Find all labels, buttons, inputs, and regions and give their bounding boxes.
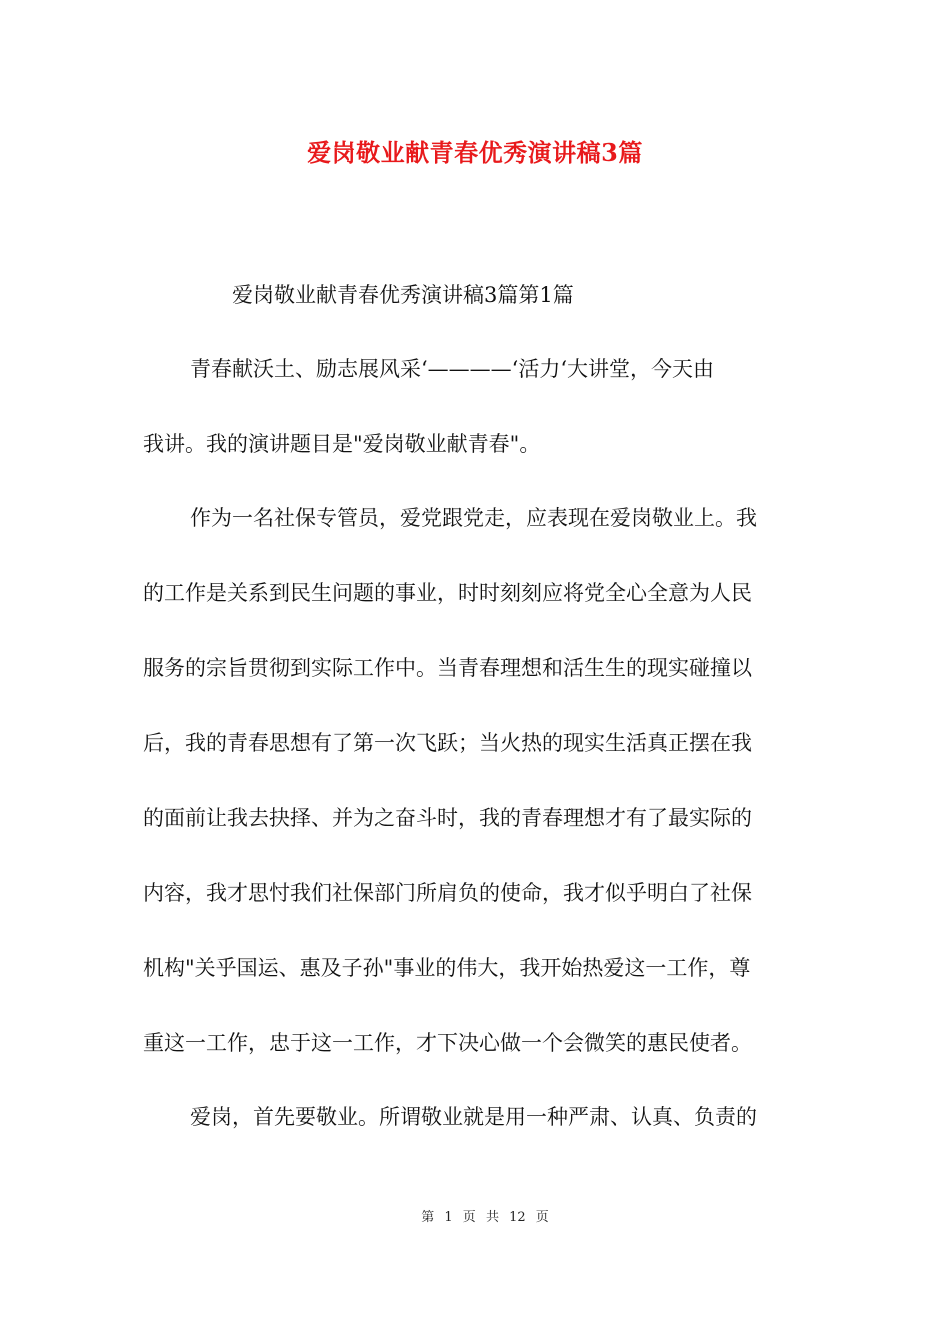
page-footer (0, 1209, 950, 1227)
footer-page-suffix: 页 (535, 1210, 549, 1225)
document-title: 爱岗敬业献青春优秀演讲稿3篇 (307, 138, 643, 167)
footer-total-prefix: 共 (485, 1210, 499, 1225)
paragraph-2-line-3: 服务的宗旨贯彻到实际工作中。当青春理想和活生生的现实碰撞以 (143, 656, 752, 680)
paragraph-2-line-6: 内容，我才思忖我们社保部门所肩负的使命，我才似乎明白了社保 (143, 881, 752, 905)
section-heading: 爱岗敬业献青春优秀演讲稿3篇第1篇 (232, 283, 574, 307)
paragraph-2-line-1: 作为一名社保专管员，爱党跟党走，应表现在爱岗敬业上。我 (190, 506, 757, 530)
footer-current-page: 1 (444, 1210, 453, 1225)
paragraph-3-line-1: 爱岗，首先要敬业。所谓敬业就是用一种严肃、认真、负责的 (190, 1105, 757, 1129)
footer-total-pages: 12 (509, 1210, 526, 1225)
paragraph-2-line-2: 的工作是关系到民生问题的事业，时时刻刻应将党全心全意为人民 (143, 581, 752, 605)
paragraph-2-line-5: 的面前让我去抉择、并为之奋斗时，我的青春理想才有了最实际的 (143, 806, 752, 830)
paragraph-2-line-7: 机构"关乎国运、惠及子孙"事业的伟大，我开始热爱这一工作，尊 (143, 956, 751, 980)
paragraph-1-line-2: 我讲。我的演讲题目是"爱岗敬业献青春"。 (143, 432, 541, 456)
paragraph-2-line-4: 后，我的青春思想有了第一次飞跃；当火热的现实生活真正摆在我 (143, 731, 752, 755)
paragraph-1-line-1: 青春献沃土、励志展风采‘————‘活力‘大讲堂，今天由 (190, 357, 715, 381)
footer-page-word: 页 (462, 1210, 476, 1225)
paragraph-2-line-8: 重这一工作，忠于这一工作，才下决心做一个会微笑的惠民使者。 (143, 1031, 752, 1055)
footer-page-prefix: 第 (421, 1210, 435, 1225)
